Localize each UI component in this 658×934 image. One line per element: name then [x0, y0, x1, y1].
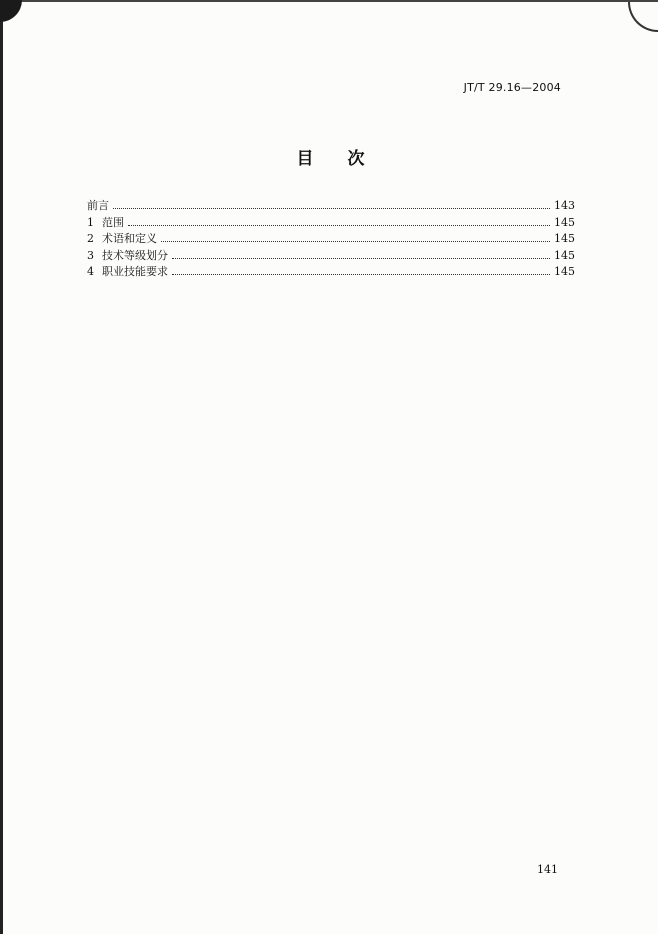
page-title	[3, 144, 658, 169]
toc-number: 2	[87, 232, 94, 245]
toc-number: 1	[87, 215, 94, 229]
toc-page-number: 143	[554, 199, 575, 212]
toc-page-number: 145	[554, 215, 575, 229]
toc-label: 范围	[102, 215, 124, 229]
toc-leader-dots	[172, 273, 550, 275]
toc-label: 术语和定义	[102, 232, 157, 245]
toc-leader-dots	[128, 224, 550, 226]
toc-label: 技术等级划分	[102, 248, 168, 262]
toc-leader-dots	[113, 207, 550, 209]
toc-entry-grades[interactable]	[87, 248, 575, 265]
toc-page-number: 145	[554, 232, 575, 245]
page-number: 141	[537, 863, 558, 876]
toc-number: 4	[87, 265, 94, 278]
table-of-contents	[87, 198, 575, 281]
title-char-1: 目	[296, 149, 314, 169]
page-corner-shadow	[0, 0, 22, 22]
toc-leader-dots	[161, 240, 550, 242]
page-corner-curl	[628, 2, 658, 32]
document-code: JT/T 29.16—2004	[463, 81, 561, 94]
toc-entry-foreword[interactable]	[87, 198, 575, 215]
toc-page-number: 145	[554, 265, 575, 278]
toc-number: 3	[87, 248, 94, 262]
toc-label: 前言	[87, 199, 109, 212]
toc-entry-scope[interactable]	[87, 215, 575, 232]
toc-label: 职业技能要求	[102, 265, 168, 278]
toc-entry-skills[interactable]	[87, 264, 575, 281]
title-char-2: 次	[347, 149, 365, 169]
toc-page-number: 145	[554, 248, 575, 262]
toc-leader-dots	[172, 257, 550, 259]
toc-entry-terms[interactable]	[87, 231, 575, 248]
